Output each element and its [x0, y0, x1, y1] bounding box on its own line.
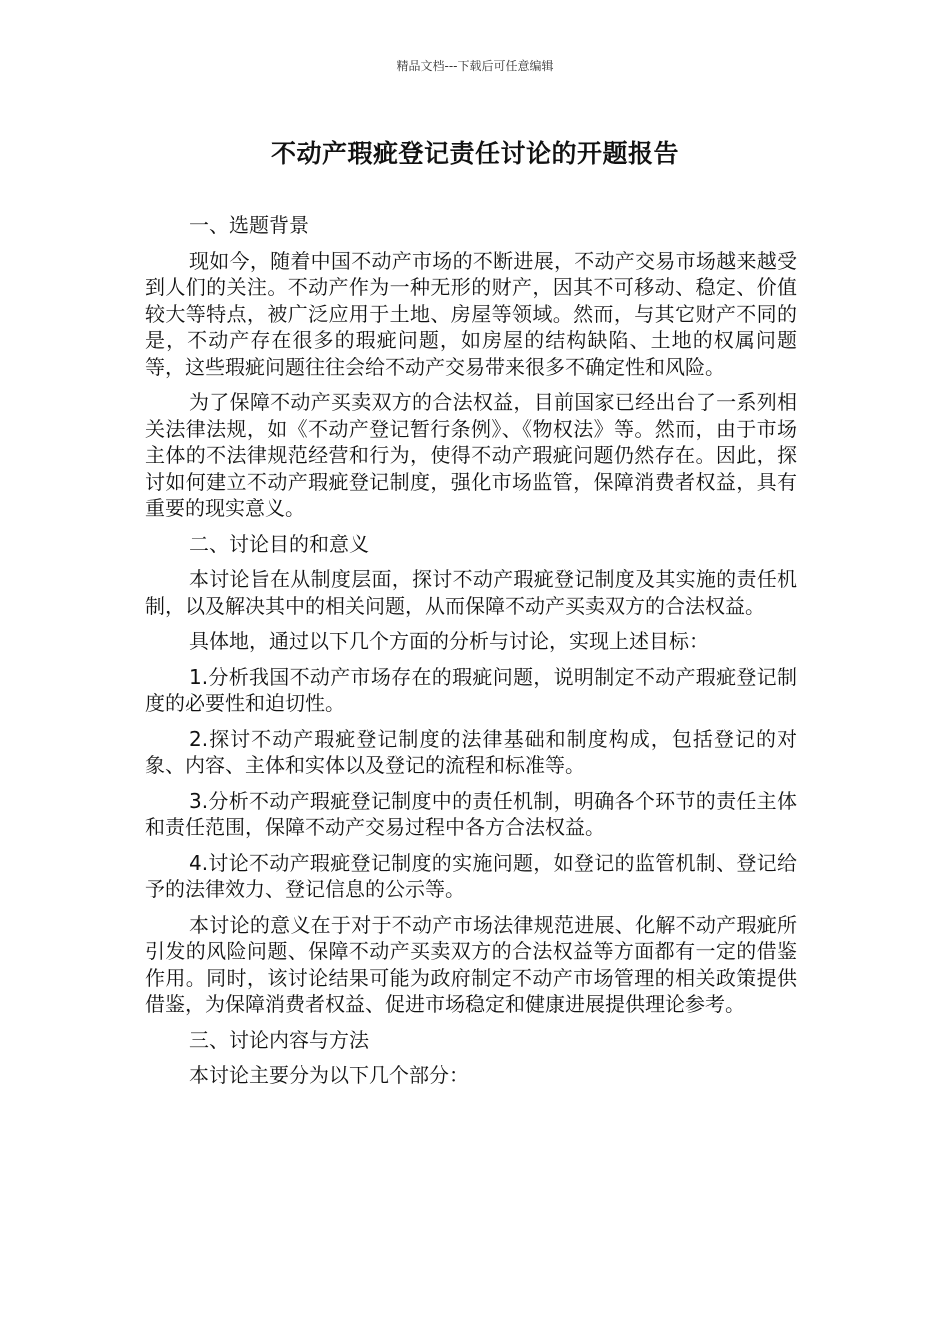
section-heading-background: 一、选题背景 — [189, 213, 309, 237]
list-item-3: 3.分析不动产瑕疵登记制度中的责任机制，明确各个环节的责任主体和责任范围，保障不动产交易过程中各方合法权益。 — [145, 788, 797, 839]
paragraph-purpose-1: 本讨论旨在从制度层面，探讨不动产瑕疵登记制度及其实施的责任机制，以及解决其中的相关问题，从而保障不动产买卖双方的合法权益。 — [145, 567, 797, 618]
paragraph-significance: 本讨论的意义在于对于不动产市场法律规范进展、化解不动产瑕疵所引发的风险问题、保障不动产买卖双方的合法权益等方面都有一定的借鉴作用。同时，该讨论结果可能为政府制定不动产市场管理的相关政策提供借鉴，为保障消费者权益、促进市场稳定和健康进展提供理论参考。 — [145, 912, 797, 1016]
paragraph-background-2: 为了保障不动产买卖双方的合法权益，目前国家已经出台了一系列相关法律法规，如《不动产登记暂行条例》、《物权法》等。然而，由于市场主体的不法律规范经营和行为，使得不动产瑕疵问题仍然存在。因此，探讨如何建立不动产瑕疵登记制度，强化市场监管，保障消费者权益，具有重要的现实意义。 — [145, 390, 797, 520]
section-heading-content-method: 三、讨论内容与方法 — [189, 1027, 369, 1052]
list-item-4: 4.讨论不动产瑕疵登记制度的实施问题，如登记的监管机制、登记给予的法律效力、登记信息的公示等。 — [145, 850, 797, 901]
document-title: 不动产瑕疵登记责任讨论的开题报告 — [270, 139, 679, 168]
paragraph-background-1: 现如今，随着中国不动产市场的不断进展，不动产交易市场越来越受到人们的关注。不动产作为一种无形的财产，因其不可移动、稳定、价值较大等特点，被广泛应用于土地、房屋等领域。然而，与其它财产不同的是，不动产存在很多的瑕疵问题，如房屋的结构缺陷、土地的权属问题等，这些瑕疵问题往往会给不动产交易带来很多不确定性和风险。 — [145, 248, 797, 379]
document-body — [145, 212, 797, 1098]
paragraph-content-intro: 本讨论主要分为以下几个部分： — [189, 1063, 469, 1087]
paragraph-purpose-2: 具体地，通过以下几个方面的分析与讨论，实现上述目标： — [189, 629, 709, 653]
page-header: 精品文档---下载后可任意编辑 — [396, 59, 554, 73]
section-heading-purpose: 二、讨论目的和意义 — [189, 531, 369, 556]
list-item-2: 2.探讨不动产瑕疵登记制度的法律基础和制度构成，包括登记的对象、内容、主体和实体以及登记的流程和标准等。 — [145, 726, 797, 777]
list-item-1: 1.分析我国不动产市场存在的瑕疵问题，说明制定不动产瑕疵登记制度的必要性和迫切性。 — [145, 664, 797, 715]
